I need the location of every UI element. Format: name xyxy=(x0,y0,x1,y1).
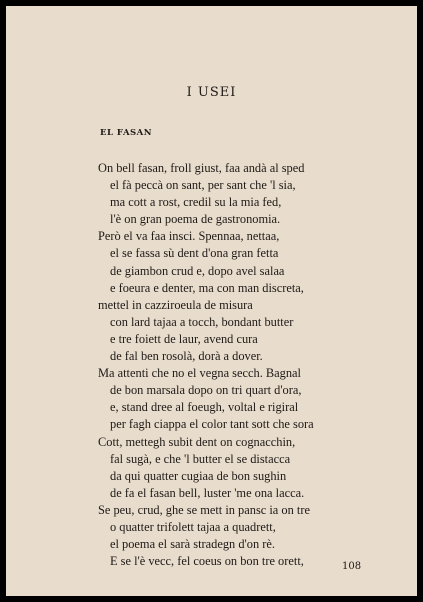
poem-line: e, stand dree al foeugh, voltal e rigiral xyxy=(110,400,299,415)
poem-line: E se l'è vecc, fel coeus on bon tre orett, xyxy=(110,554,304,569)
poem-line: de bon marsala dopo on tri quart d'ora, xyxy=(110,383,302,398)
poem-title: EL FASAN xyxy=(100,128,153,138)
poem-line: da qui quatter cugiaa de bon sughin xyxy=(110,468,287,483)
page-number: 108 xyxy=(342,561,362,572)
poem-line: Se peu, crud, ghe se mett in pansc ia on tre xyxy=(98,502,310,517)
poem-line: On bell fasan, froll giust, faa andà al sped xyxy=(98,161,305,175)
book-page xyxy=(6,6,417,596)
poem-line: el poema el sarà stradegn d'on rè. xyxy=(110,537,275,552)
poem-line: con lard tajaa a tocch, bondant butter xyxy=(110,314,294,329)
poem-body xyxy=(98,160,398,570)
poem-line: o quatter trifolett tajaa a quadrett, xyxy=(110,519,276,534)
poem-line: e tre foiett de laur, avend cura xyxy=(110,331,258,346)
page-title: I USEI xyxy=(186,85,237,100)
poem-line: e foeura e denter, ma con man discreta, xyxy=(110,280,304,295)
poem-line: l'è on gran poema de gastronomia. xyxy=(110,212,281,227)
poem-line: ma cott a rost, credil su la mia fed, xyxy=(110,195,282,210)
poem-line: de giambon crud e, dopo avel salaa xyxy=(110,263,285,278)
poem-line: Però el va faa insci. Spennaa, nettaa, xyxy=(98,229,280,244)
poem-line: Cott, mettegh subit dent on cognacchin, xyxy=(98,434,296,449)
poem-line: de fal ben rosolà, dorà a dover. xyxy=(110,349,263,364)
poem-line: Ma attenti che no el vegna secch. Bagnal xyxy=(98,366,301,381)
poem-line: de fa el fasan bell, luster 'me ona lacca. xyxy=(110,485,305,500)
poem-line: el se fassa sù dent d'ona gran fetta xyxy=(110,246,279,261)
poem-line: mettel in cazziroeula de misura xyxy=(98,297,253,312)
poem-line: per fagh ciappa el color tant sott che sora xyxy=(110,417,314,432)
poem-line: el fà peccà on sant, per sant che 'l sia, xyxy=(110,178,296,193)
poem-line: fal sugà, e che 'l butter el se distacca xyxy=(110,451,291,466)
